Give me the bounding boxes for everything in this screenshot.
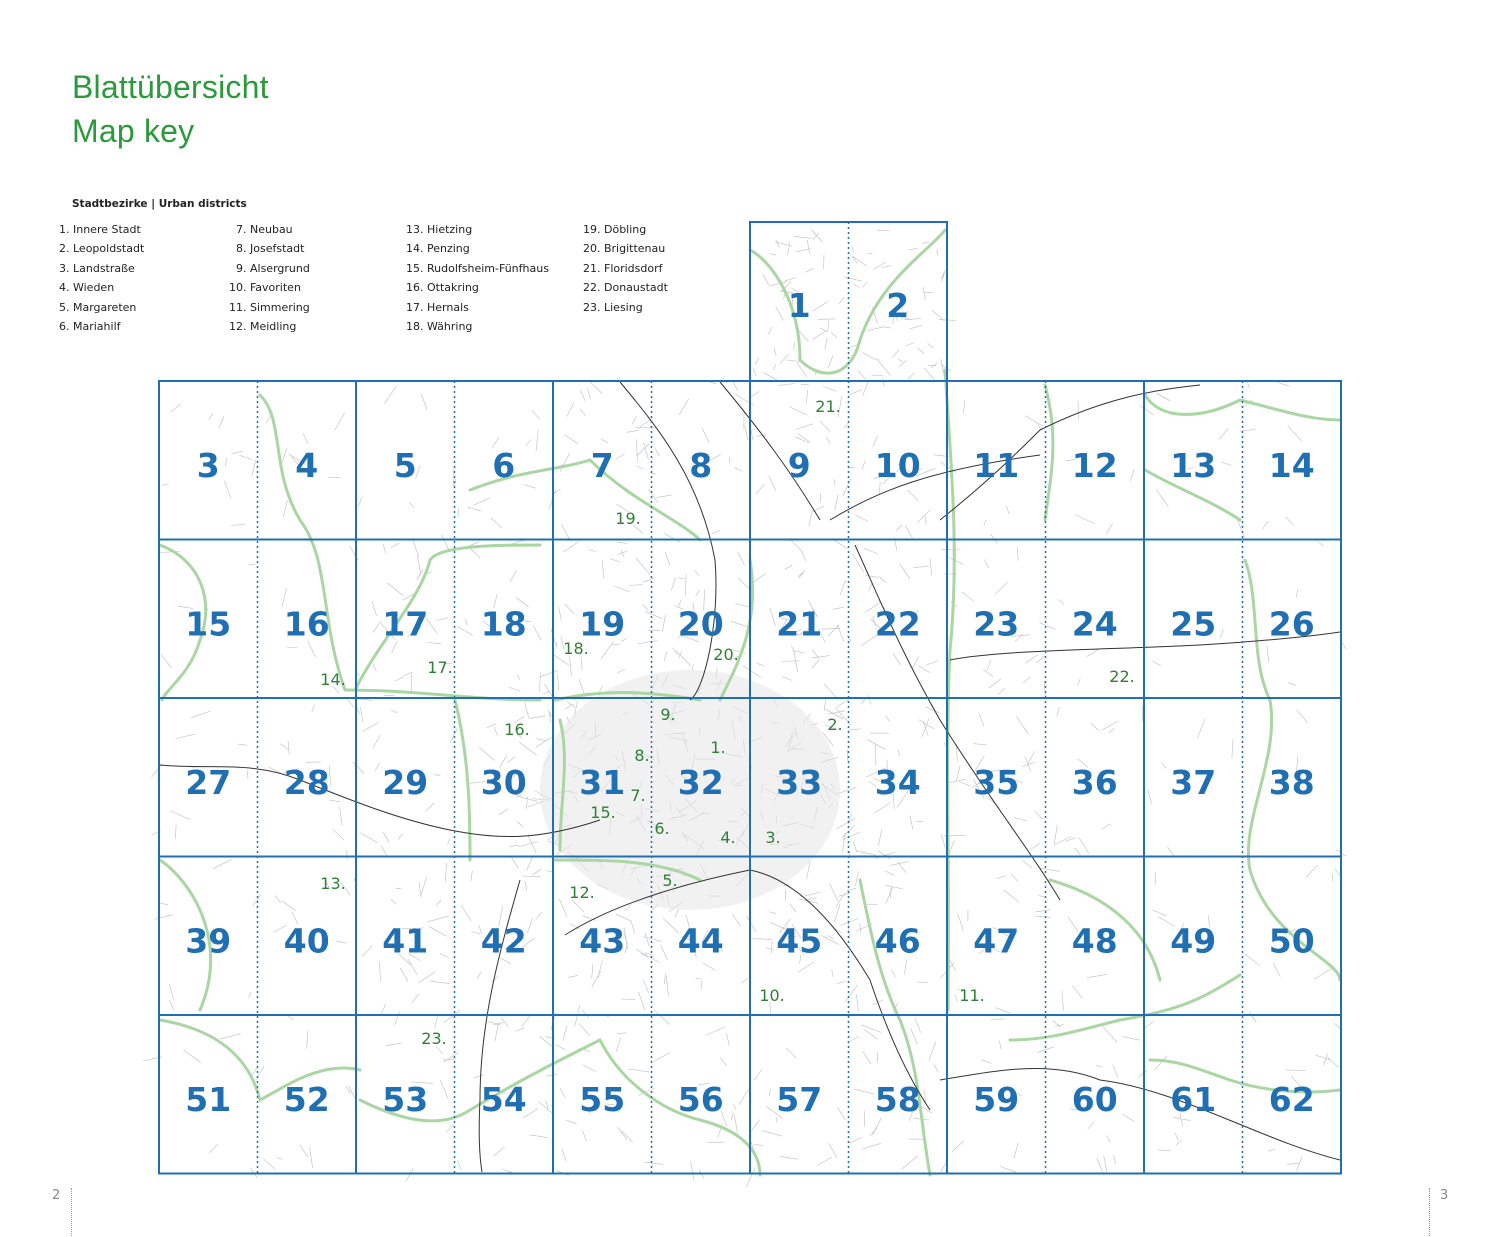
district-boundary (1010, 975, 1240, 1040)
district-legend-item: 15. Rudolfsheim-Fünfhaus (406, 261, 549, 275)
sheet-number[interactable]: 39 (185, 921, 232, 961)
sheet-number[interactable]: 7 (590, 446, 614, 485)
sheet-number[interactable]: 33 (776, 763, 823, 802)
district-label: 4. (720, 828, 736, 847)
district-legend-item: 23. Liesing (583, 300, 643, 314)
sheet-number[interactable]: 15 (185, 604, 232, 644)
sheet-number[interactable]: 17 (382, 604, 429, 644)
district-label: 9. (660, 705, 676, 724)
district-legend-item: 19. Döbling (583, 223, 647, 236)
district-legend-item: 17. Hernals (406, 300, 469, 314)
page-number-right: 3 (1440, 1188, 1449, 1203)
district-legend-item: 1. Innere Stadt (59, 223, 141, 236)
district-label: 14. (320, 670, 346, 689)
sheet-number[interactable]: 29 (382, 763, 429, 802)
sheet-number[interactable]: 1 (787, 286, 811, 325)
district-label: 18. (563, 639, 589, 658)
sheet-number[interactable]: 31 (579, 763, 626, 802)
sheet-number[interactable]: 16 (283, 604, 330, 644)
railway-line (855, 545, 1060, 900)
district-label: 13. (320, 874, 346, 893)
sheet-number[interactable]: 40 (283, 921, 330, 961)
district-label: 23. (421, 1029, 447, 1048)
district-legend-item: 10. Favoriten (229, 281, 301, 295)
district-label: 7. (630, 786, 646, 805)
sheet-number[interactable]: 42 (480, 921, 527, 961)
sheet-number[interactable]: 43 (579, 921, 626, 961)
district-legend-item: 4. Wieden (59, 281, 115, 295)
district-label: 19. (615, 509, 641, 528)
sheet-number[interactable]: 22 (874, 604, 921, 644)
district-legend-item: 3. Landstraße (59, 261, 135, 275)
sheet-number[interactable]: 21 (776, 604, 823, 644)
sheet-number[interactable]: 35 (973, 763, 1020, 802)
district-label: 21. (815, 397, 841, 416)
sheet-number[interactable]: 57 (776, 1080, 823, 1119)
sheet-number[interactable]: 36 (1071, 763, 1118, 802)
sheet-number[interactable]: 32 (677, 763, 724, 802)
sheet-number[interactable]: 27 (185, 763, 232, 802)
sheet-number[interactable]: 50 (1268, 921, 1315, 961)
district-label: 12. (569, 883, 595, 902)
sheet-number[interactable]: 8 (689, 446, 713, 485)
sheet-number[interactable]: 23 (973, 604, 1020, 644)
sheet-number[interactable]: 54 (480, 1080, 527, 1119)
sheet-number[interactable]: 37 (1170, 763, 1217, 802)
sheet-number[interactable]: 59 (973, 1080, 1020, 1119)
sheet-number[interactable]: 13 (1170, 446, 1217, 485)
sheet-number[interactable]: 6 (492, 446, 516, 485)
legend-heading: Stadtbezirke | Urban districts (72, 198, 247, 210)
sheet-number[interactable]: 18 (480, 604, 527, 644)
district-legend-item: 11. Simmering (229, 300, 310, 314)
district-boundary (750, 230, 945, 373)
district-legend-item: 9. Alsergrund (236, 261, 310, 275)
district-legend-item: 6. Mariahilf (59, 320, 121, 333)
district-label: 2. (827, 715, 843, 734)
sheet-number[interactable]: 47 (973, 921, 1020, 961)
sheet-number[interactable]: 28 (283, 763, 330, 802)
street-network (143, 230, 1347, 1188)
sheet-number[interactable]: 30 (480, 763, 527, 802)
sheet-grid (159, 222, 1341, 1174)
title-english: Map key (72, 113, 195, 149)
sheet-number[interactable]: 2 (886, 286, 910, 325)
sheet-number[interactable]: 34 (874, 763, 921, 802)
sheet-number[interactable]: 58 (874, 1080, 921, 1119)
sheet-number[interactable]: 12 (1071, 446, 1118, 485)
sheet-number[interactable]: 46 (874, 921, 921, 961)
sheet-number[interactable]: 60 (1071, 1080, 1118, 1119)
district-label: 17. (427, 658, 453, 677)
sheet-number[interactable]: 4 (295, 446, 319, 485)
district-label: 15. (590, 803, 616, 822)
district-label: 16. (504, 720, 530, 739)
sheet-number[interactable]: 55 (579, 1080, 626, 1119)
sheet-number[interactable]: 52 (283, 1080, 330, 1119)
sheet-number[interactable]: 62 (1268, 1080, 1315, 1119)
sheet-number[interactable]: 19 (579, 604, 626, 644)
district-legend-item: 8. Josefstadt (236, 242, 305, 256)
district-legend-item: 13. Hietzing (406, 223, 473, 236)
district-legend-item: 5. Margareten (59, 300, 137, 314)
district-boundary (260, 395, 345, 690)
district-label: 5. (662, 871, 678, 890)
district-legend-item: 20. Brigittenau (583, 242, 666, 256)
sheet-number[interactable]: 45 (776, 921, 823, 961)
sheet-number[interactable]: 20 (677, 604, 724, 644)
sheet-number[interactable]: 10 (874, 446, 921, 485)
sheet-number[interactable]: 26 (1268, 604, 1315, 644)
title-german: Blattübersicht (72, 69, 269, 105)
sheet-number[interactable]: 25 (1170, 604, 1217, 644)
district-legend-item: 2. Leopoldstadt (59, 242, 145, 256)
page-number-left: 2 (52, 1188, 61, 1203)
district-label: 20. (713, 645, 739, 664)
railway-line (565, 870, 930, 1110)
sheet-number[interactable]: 61 (1170, 1080, 1217, 1119)
sheet-number[interactable]: 14 (1268, 446, 1315, 485)
district-legend-item: 16. Ottakring (406, 281, 479, 295)
district-boundary (455, 700, 470, 860)
sheet-number[interactable]: 41 (382, 921, 429, 961)
sheet-number[interactable]: 49 (1170, 921, 1217, 961)
district-label: 22. (1109, 667, 1135, 686)
sheet-number[interactable]: 11 (973, 446, 1020, 485)
railway-line (620, 382, 716, 700)
sheet-number[interactable]: 48 (1071, 921, 1118, 961)
district-legend-item: 18. Währing (406, 320, 473, 333)
sheet-number[interactable]: 53 (382, 1080, 429, 1119)
district-label: 11. (959, 986, 985, 1005)
sheet-number[interactable]: 56 (677, 1080, 724, 1119)
district-label: 8. (634, 746, 650, 765)
sheet-number[interactable]: 44 (677, 921, 724, 961)
district-label: 6. (654, 819, 670, 838)
district-legend-item: 21. Floridsdorf (583, 261, 663, 275)
sheet-number[interactable]: 3 (196, 446, 220, 485)
page-rule-right (1429, 1188, 1430, 1236)
page-rule-left (71, 1188, 72, 1236)
district-legend-item: 7. Neubau (236, 223, 293, 236)
sheet-number[interactable]: 5 (393, 446, 417, 485)
sheet-number[interactable]: 38 (1268, 763, 1315, 802)
sheet-number[interactable]: 24 (1071, 604, 1118, 644)
district-legend-item: 22. Donaustadt (583, 281, 668, 295)
sheet-number[interactable]: 51 (185, 1080, 232, 1119)
district-label: 10. (759, 986, 785, 1005)
district-legend-item: 14. Penzing (406, 242, 470, 256)
district-legend-item: 12. Meidling (229, 320, 297, 333)
district-label: 1. (710, 738, 726, 757)
district-label: 3. (765, 828, 781, 847)
sheet-number[interactable]: 9 (787, 446, 811, 485)
